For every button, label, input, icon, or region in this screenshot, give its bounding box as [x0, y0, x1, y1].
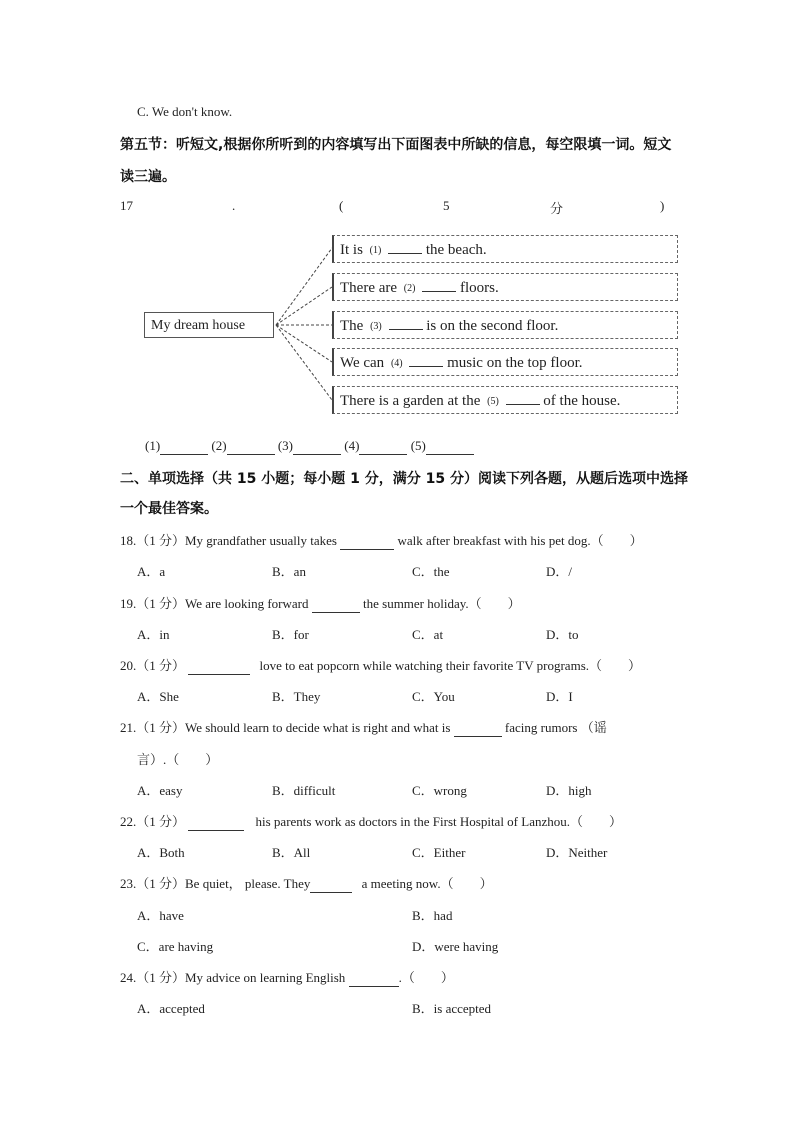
question-24-stem: [120, 967, 454, 987]
branch-5-pre: There is a garden at the: [340, 393, 481, 409]
q24-option-b[interactable]: B．is accepted: [412, 1001, 492, 1016]
q21-option-c[interactable]: C．wrong: [412, 783, 467, 798]
part2-heading-line2: 一个最佳答案。: [120, 501, 218, 517]
q18-stem-b: walk after breakfast with his pet dog.（ ）: [397, 533, 643, 548]
branch-4-pre: We can: [340, 355, 385, 371]
q20-option-c[interactable]: C．You: [412, 689, 455, 704]
q18-option-d[interactable]: D．/: [546, 564, 573, 579]
q20-option-d[interactable]: D．I: [546, 689, 573, 704]
dream-house-mind-map: [140, 232, 685, 418]
branch-2-blank[interactable]: [422, 279, 456, 292]
answer-label-1: (1): [145, 438, 161, 453]
q18-blank[interactable]: [340, 533, 394, 550]
q17-number: 17: [120, 198, 133, 213]
question-21-stem: [120, 717, 607, 737]
q18-option-a[interactable]: A．a: [137, 564, 166, 579]
q23-option-a[interactable]: A．have: [137, 908, 184, 923]
q21-option-d[interactable]: D．high: [546, 783, 592, 798]
answer-blank-4[interactable]: [359, 438, 407, 455]
branch-1: [332, 235, 678, 263]
question-23-stem: [120, 873, 493, 893]
q24-option-a[interactable]: A．accepted: [137, 1001, 205, 1016]
q21-option-a[interactable]: A．easy: [137, 783, 183, 798]
branch-2-post: floors.: [459, 280, 499, 296]
branch-2-num: (2): [403, 282, 416, 294]
section5-heading-line1: 第五节：听短文,根据你所听到的内容填写出下面图表中所缺的信息，每空限填一词。短文: [120, 137, 672, 153]
branch-4-post: music on the top floor.: [447, 355, 583, 371]
branch-1-pre: It is: [340, 242, 363, 258]
q23-option-c[interactable]: C．are having: [137, 939, 214, 954]
branch-1-blank[interactable]: [388, 241, 422, 254]
answer-blank-5[interactable]: [426, 438, 474, 455]
q17-dot: .: [232, 198, 236, 213]
q22-option-d[interactable]: D．Neither: [546, 845, 608, 860]
previous-option-c: C. We don't know.: [137, 104, 233, 119]
answer-label-3: (3): [277, 438, 294, 453]
question-22-stem: [120, 811, 622, 831]
branch-3-blank[interactable]: [389, 317, 423, 330]
branch-4-blank[interactable]: [409, 354, 443, 367]
q24-stem-a: 24.（1 分）My advice on learning English: [120, 970, 346, 985]
q17-score: 5: [443, 198, 450, 213]
q23-stem-a: 23.（1 分）Be quiet， please. They: [120, 876, 311, 891]
q23-stem-b: a meeting now.（ ）: [361, 876, 493, 891]
q20-blank[interactable]: [188, 658, 250, 675]
q18-option-b[interactable]: B．an: [272, 564, 306, 579]
q19-option-d[interactable]: D．to: [546, 627, 579, 642]
q23-option-d[interactable]: D．were having: [412, 939, 499, 954]
answer-label-5: (5): [410, 438, 426, 453]
branch-5-post: of the house.: [543, 393, 621, 409]
q21-stem-a: 21.（1 分）We should learn to decide what is right and what is: [120, 720, 451, 735]
branch-4: [332, 348, 678, 376]
branch-4-num: (4): [390, 357, 403, 369]
q19-blank[interactable]: [312, 596, 360, 613]
q17-paren-close: ): [660, 198, 665, 213]
answer-blank-3[interactable]: [293, 438, 341, 455]
branch-2: [332, 273, 678, 301]
q22-stem-b: his parents work as doctors in the First Hospital of Lanzhou.（ ）: [255, 814, 622, 829]
question-18-stem: [120, 530, 643, 550]
q23-option-b[interactable]: B．had: [412, 908, 453, 923]
part2-heading-line1: 二、单项选择（共 15 小题；每小题 1 分，满分 15 分）阅读下列各题，从题后选项中选择: [120, 471, 688, 487]
question-20-stem: [120, 655, 641, 675]
branch-5: [332, 386, 678, 414]
branch-3-num: (3): [370, 320, 382, 332]
branch-5-blank[interactable]: [506, 392, 540, 405]
q20-option-a[interactable]: A．She: [137, 689, 179, 704]
q21-option-b[interactable]: B．difficult: [272, 783, 336, 798]
section5-heading-line2: 读三遍。: [120, 169, 176, 185]
q21-blank[interactable]: [454, 720, 502, 737]
q20-option-b[interactable]: B．They: [272, 689, 321, 704]
branch-5-num: (5): [487, 395, 499, 407]
q19-stem-b: the summer holiday.（ ）: [363, 596, 521, 611]
q22-option-a[interactable]: A．Both: [137, 845, 185, 860]
mind-map-center: My dream house: [144, 312, 274, 338]
q17-paren-open: (: [339, 198, 344, 213]
answer-blank-2[interactable]: [227, 438, 275, 455]
q18-stem-a: 18.（1 分）My grandfather usually takes: [120, 533, 337, 548]
q22-blank[interactable]: [188, 814, 244, 831]
answer-blanks-line: [145, 438, 474, 455]
answer-label-2: (2): [211, 438, 227, 453]
branch-2-pre: There are: [340, 280, 398, 296]
q19-option-b[interactable]: B．for: [272, 627, 309, 642]
branch-3-post: is on the second floor.: [426, 318, 559, 334]
branch-1-num: (1): [369, 244, 382, 256]
q22-stem-a: 22.（1 分）: [120, 814, 186, 829]
branch-3: [332, 311, 678, 339]
q18-option-c[interactable]: C．the: [412, 564, 450, 579]
q22-option-b[interactable]: B．All: [272, 845, 311, 860]
q20-stem-a: 20.（1 分）: [120, 658, 186, 673]
q17-unit: 分: [550, 201, 564, 216]
answer-label-4: (4): [344, 438, 360, 453]
q21-stem-b: facing rumors （谣: [504, 720, 607, 735]
q21-stem-continued: 言）.（ ）: [137, 752, 219, 767]
branch-1-post: the beach.: [425, 242, 487, 258]
q22-option-c[interactable]: C．Either: [412, 845, 466, 860]
q19-option-a[interactable]: A．in: [137, 627, 170, 642]
q24-blank[interactable]: [349, 970, 399, 987]
question-19-stem: [120, 593, 521, 613]
q19-option-c[interactable]: C．at: [412, 627, 444, 642]
q23-blank[interactable]: [310, 876, 352, 893]
branch-3-pre: The: [340, 318, 364, 334]
answer-blank-1[interactable]: [160, 438, 208, 455]
q20-stem-b: love to eat popcorn while watching their favorite TV programs.（ ）: [259, 658, 641, 673]
q24-stem-b: .（ ）: [398, 970, 454, 985]
q19-stem-a: 19.（1 分）We are looking forward: [120, 596, 309, 611]
